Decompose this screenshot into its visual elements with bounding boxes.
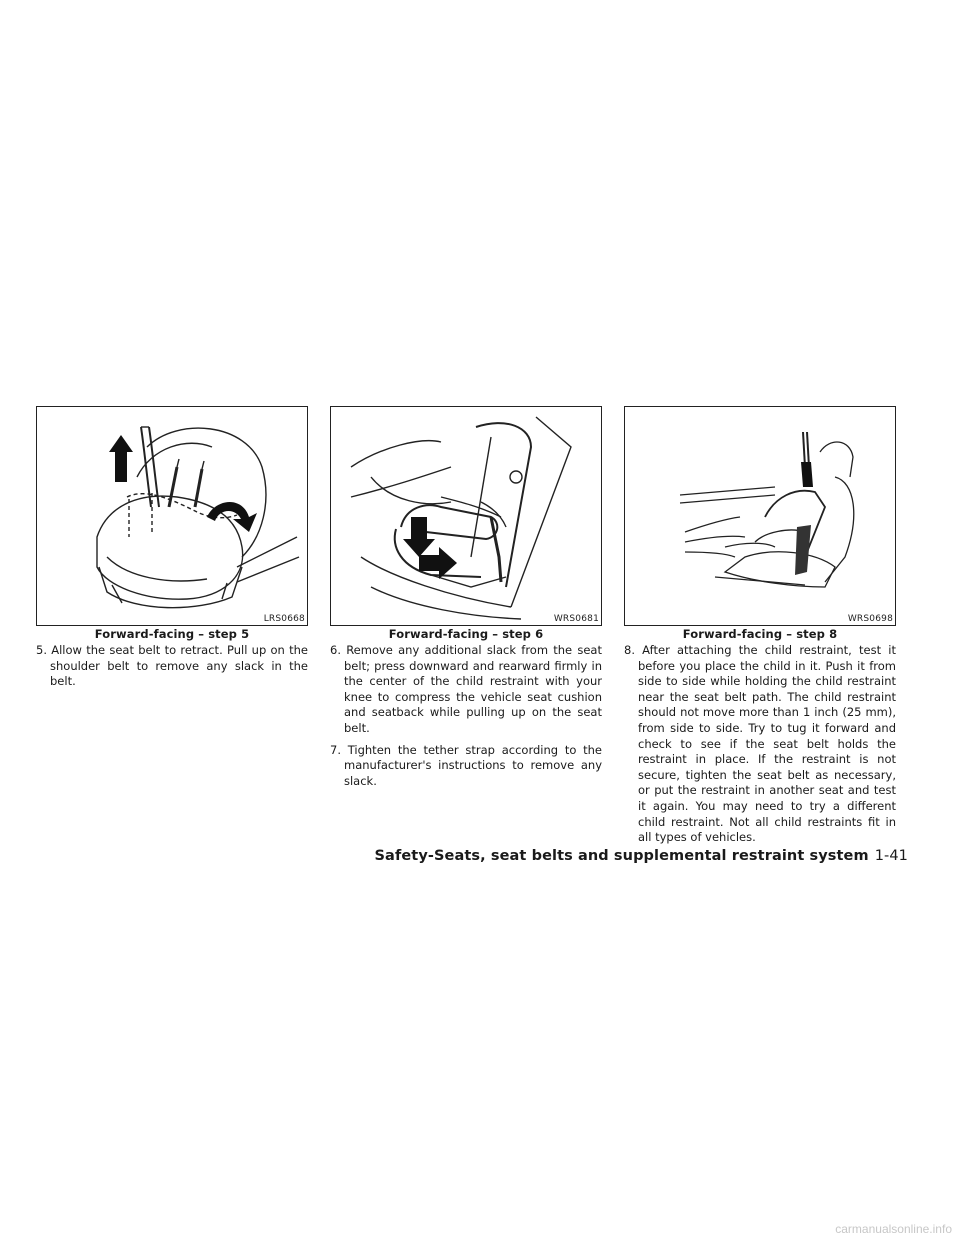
child-seat-illustration-step-5 <box>37 407 307 625</box>
figure-code: WRS0698 <box>847 614 893 624</box>
column-3 <box>624 406 896 846</box>
figure-step-6 <box>330 406 602 626</box>
watermark: carmanualsonline.info <box>835 1222 952 1236</box>
figure-caption: Forward-facing – step 6 <box>388 627 544 641</box>
step-7-text: 7. Tighten the tether strap according to the manufacturer's instructions to remove any slack. <box>330 742 602 788</box>
page-footer <box>375 848 908 864</box>
figure-caption: Forward-facing – step 5 <box>94 627 250 641</box>
column-1 <box>36 406 308 690</box>
step-5-text: 5. Allow the seat belt to retract. Pull up on the shoulder belt to remove any slack in the belt. <box>36 643 308 689</box>
section-title: Safety-Seats, seat belts and supplemental restraint system <box>374 848 869 864</box>
figure-step-5 <box>36 406 308 626</box>
step-6-text: 6. Remove any additional slack from the seat belt; press downward and rearward firmly in the center of the child restraint with your knee to compress the vehicle seat cushion and seatback while pulling up on the seat belt. <box>330 643 602 735</box>
step-8-text: 8. After attaching the child restraint, test it before you place the child in it. Push it from side to side while holding the child restraint near the seat belt path. The child restraint should not move more than 1 inch (25 mm), from side to side. Try to tug it forward and check to see if the seat belt holds the restraint in place. If the restraint is not secure, tighten the seat belt as necessary, or put the restraint in another seat and test it again. You may need to try a different child restraint. Not all child restraints fit in all types of vehicles. <box>624 643 896 845</box>
column-2 <box>330 406 602 789</box>
figure-code: LRS0668 <box>263 614 305 624</box>
child-seat-illustration-step-6 <box>331 407 601 625</box>
figure-caption: Forward-facing – step 8 <box>682 627 838 641</box>
page-number: 1-41 <box>874 848 908 864</box>
figure-code: WRS0681 <box>553 614 599 624</box>
figure-step-8 <box>624 406 896 626</box>
child-seat-illustration-step-8 <box>625 407 895 625</box>
